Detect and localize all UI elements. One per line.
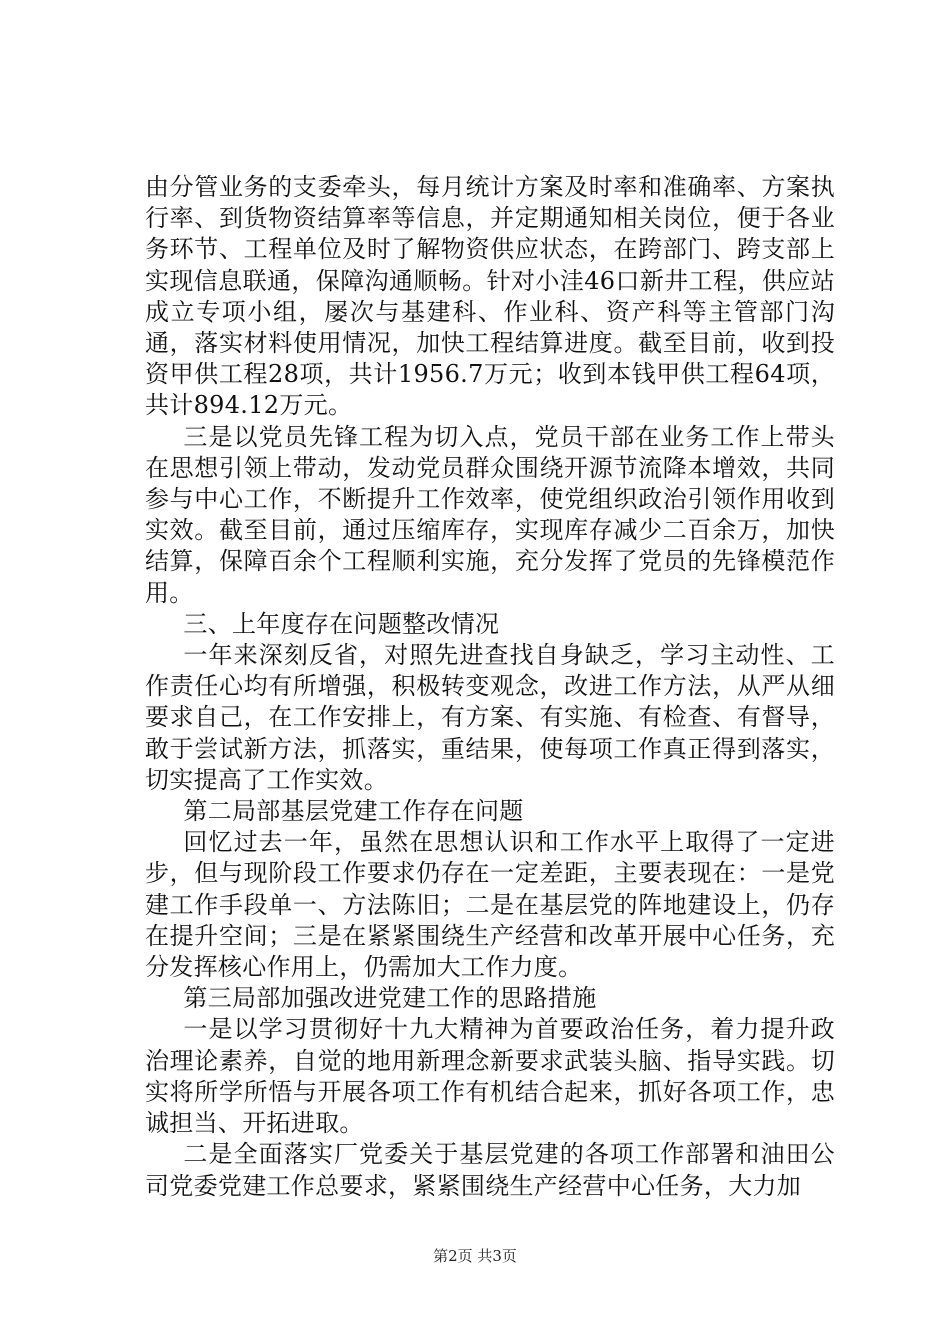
document-body [145,172,835,1202]
section-heading-7: 第三局部加强改进党建工作的思路措施 [183,984,597,1013]
paragraph-8: 一是以学习贯彻好十九大精神为首要政治任务，着力提升政治理论素养，自觉的地用新理念新要求武装头脑、指导实践。切实将所学所悟与开展各项工作有机结合起来，抓好各项工作，忠诚担当、开拓进取。 [145,1015,835,1138]
paragraph-1: 由分管业务的支委牵头，每月统计方案及时率和准确率、方案执行率、到货物资结算率等信息，并定期通知相关岗位，便于各业务环节、工程单位及时了解物资供应状态，在跨部门、跨支部上实现信息联通，保障沟通顺畅。针对小洼46口新井工程，供应站成立专项小组，屡次与基建科、作业科、资产科等主管部门沟通，落实材料使用情况，加快工程结算进度。截至目前，收到投资甲供工程28项，共计1956.7万元；收到本钱甲供工程64项，共计894.12万元。 [145,173,835,420]
paragraph-4: 一年来深刻反省，对照先进查找自身缺乏，学习主动性、工作责任心均有所增强，积极转变观念，改进工作方法，从严从细要求自己，在工作安排上，有方案、有实施、有检查、有督导，敢于尝试新方法，抓落实，重结果，使每项工作真正得到落实，切实提高了工作实效。 [145,641,835,794]
paragraph-6: 回忆过去一年，虽然在思想认识和工作水平上取得了一定进步，但与现阶段工作要求仍存在一定差距，主要表现在：一是党建工作手段单一、方法陈旧；二是在基层党的阵地建设上，仍存在提升空间；三是在紧紧围绕生产经营和改革开展中心任务，充分发挥核心作用上，仍需加大工作力度。 [145,828,835,982]
section-heading-3: 三、上年度存在问题整改情况 [183,609,500,638]
section-heading-5: 第二局部基层党建工作存在问题 [183,797,524,826]
page-footer [0,1245,950,1266]
page-number-label: 第2页 共3页 [433,1247,517,1265]
paragraph-2: 三是以党员先锋工程为切入点，党员干部在业务工作上带头在思想引领上带动，发动党员群众围绕开源节流降本增效，共同参与中心工作，不断提升工作效率，使党组织政治引领作用收到实效。截至目前，通过压缩库存，实现库存减少二百余万，加快结算，保障百余个工程顺利实施，充分发挥了党员的先锋模范作用。 [145,422,835,607]
paragraph-9: 二是全面落实厂党委关于基层党建的各项工作部署和油田公司党委党建工作总要求，紧紧围绕生产经营中心任务，大力加 [145,1140,835,1200]
